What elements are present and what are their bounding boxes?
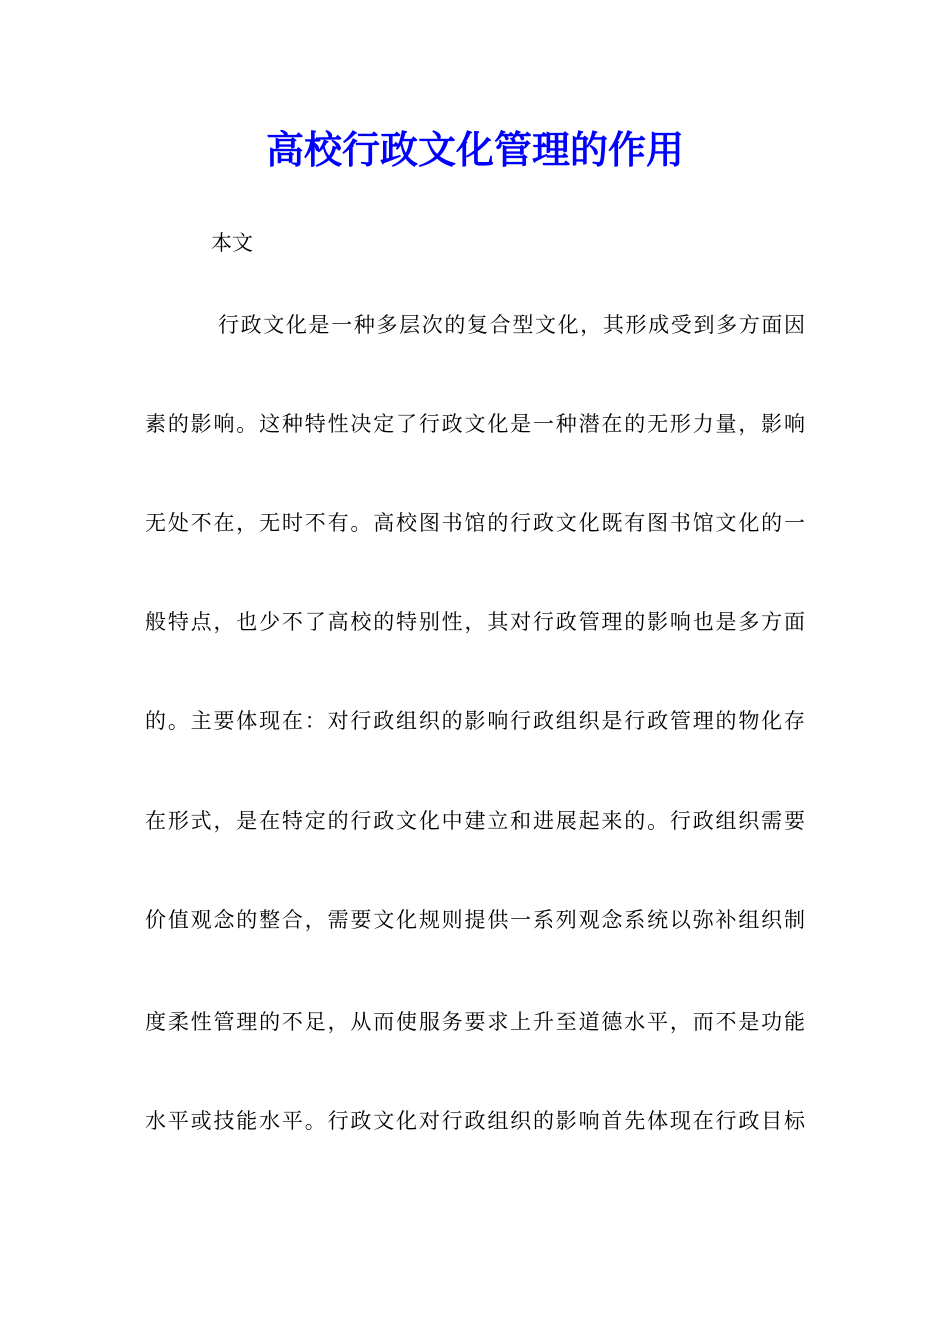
body-line: 水平或技能水平。行政文化对行政组织的影响首先体现在行政目标 (145, 1109, 805, 1133)
body-line: 素的影响。这种特性决定了行政文化是一种潜在的无形力量，影响 (145, 412, 805, 436)
body-line: 度柔性管理的不足，从而使服务要求上升至道德水平，而不是功能 (145, 1010, 805, 1034)
body-line: 般特点，也少不了高校的特别性，其对行政管理的影响也是多方面 (145, 610, 805, 634)
document-title: 高校行政文化管理的作用 (265, 127, 684, 172)
body-line: 在形式，是在特定的行政文化中建立和进展起来的。行政组织需要 (145, 809, 805, 833)
body-line: 价值观念的整合，需要文化规则提供一系列观念系统以弥补组织制 (145, 908, 805, 932)
body-line: 行政文化是一种多层次的复合型文化，其形成受到多方面因 (218, 313, 805, 337)
author-label: 本文 (211, 231, 253, 255)
body-line: 无处不在，无时不有。高校图书馆的行政文化既有图书馆文化的一 (145, 511, 805, 535)
body-line: 的。主要体现在：对行政组织的影响行政组织是行政管理的物化存 (145, 709, 805, 733)
